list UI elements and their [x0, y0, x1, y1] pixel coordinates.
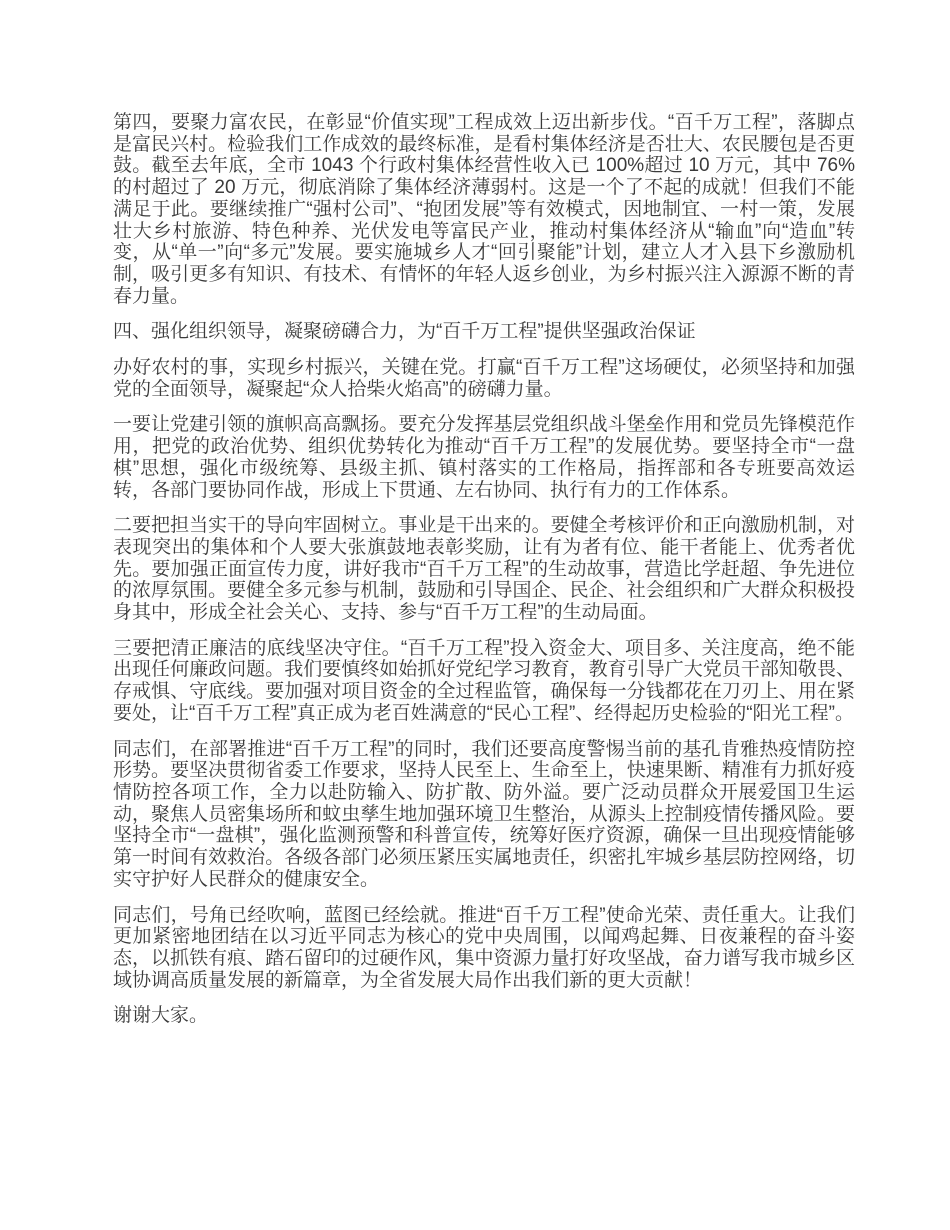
- paragraph: 谢谢大家。: [113, 1005, 209, 1027]
- section-heading: 四、强化组织领导，凝聚磅礴合力，为“百千万工程”提供坚强政治保证: [113, 321, 696, 343]
- paragraph: 一要让党建引领的旗帜高高飘扬。要充分发挥基层党组织战斗堡垒作用和党员先锋模范作用，把党的政治优势、组织优势转化为推动“百千万工程”的发展优势。要坚持全市“一盘棋”思想，强化市级统筹、县级主抓、镇村落实的工作格局，指挥部和各专班要高效运转，各部门要协同作战，形成上下贯通、左右协同、执行有力的工作体系。: [113, 414, 855, 501]
- paragraph: 三要把清正廉洁的底线坚决守住。“百千万工程”投入资金大、项目多、关注度高，绝不能出现任何廉政问题。我们要慎终如始抓好党纪学习教育，教育引导广大党员干部知敬畏、存戒惧、守底线。要加强对项目资金的全过程监管，确保每一分钱都花在刀刃上、用在紧要处，让“百千万工程”真正成为老百姓满意的“民心工程”、经得起历史检验的“阳光工程”。: [113, 637, 855, 724]
- document-body: [113, 112, 855, 1027]
- paragraph: 同志们，在部署推进“百千万工程”的同时，我们还要高度警惕当前的基孔肯雅热疫情防控形势。要坚决贯彻省委工作要求，坚持人民至上、生命至上，快速果断、精准有力抓好疫情防控各项工作，全力以赴防输入、防扩散、防外溢。要广泛动员群众开展爱国卫生运动，聚焦人员密集场所和蚊虫孳生地加强环境卫生整治，从源头上控制疫情传播风险。要坚持全市“一盘棋”，强化监测预警和科普宣传，统筹好医疗资源，确保一旦出现疫情能够第一时间有效救治。各级各部门必须压紧压实属地责任，织密扎牢城乡基层防控网络，切实守护好人民群众的健康安全。: [113, 738, 855, 890]
- paragraph: 第四，要聚力富农民，在彰显“价值实现”工程成效上迈出新步伐。“百千万工程”，落脚点是富民兴村。检验我们工作成效的最终标准，是看村集体经济是否壮大、农民腰包是否更鼓。截至去年底，全市 1043 个行政村集体经营性收入已 100%超过 10 万元，其中 76%的村超过了 20 万元，彻底消除了集体经济薄弱村。这是一个了不起的成就！但我们不能满足于此。要继续推广“强村公司”、“抱团发展”等有效模式，因地制宜、一村一策，发展壮大乡村旅游、特色种养、光伏发电等富民产业，推动村集体经济从“输血”向“造血”转变，从“单一”向“多元”发展。要实施城乡人才“回引聚能”计划，建立人才入县下乡激励机制，吸引更多有知识、有技术、有情怀的年轻人返乡创业，为乡村振兴注入源源不断的青春力量。: [113, 112, 855, 307]
- paragraph: 办好农村的事，实现乡村振兴，关键在党。打赢“百千万工程”这场硬仗，必须坚持和加强党的全面领导，凝聚起“众人拾柴火焰高”的磅礴力量。: [113, 357, 855, 400]
- paragraph: 同志们，号角已经吹响，蓝图已经绘就。推进“百千万工程”使命光荣、责任重大。让我们更加紧密地团结在以习近平同志为核心的党中央周围，以闻鸡起舞、日夜兼程的奋斗姿态，以抓铁有痕、踏石留印的过硬作风，集中资源力量打好攻坚战，奋力谱写我市城乡区域协调高质量发展的新篇章，为全省发展大局作出我们新的更大贡献！: [113, 904, 855, 991]
- paragraph: 二要把担当实干的导向牢固树立。事业是干出来的。要健全考核评价和正向激励机制，对表现突出的集体和个人要大张旗鼓地表彰奖励，让有为者有位、能干者能上、优秀者优先。要加强正面宣传力度，讲好我市“百千万工程”的生动故事，营造比学赶超、争先进位的浓厚氛围。要健全多元参与机制，鼓励和引导国企、民企、社会组织和广大群众积极投身其中，形成全社会关心、支持、参与“百千万工程”的生动局面。: [113, 515, 855, 624]
